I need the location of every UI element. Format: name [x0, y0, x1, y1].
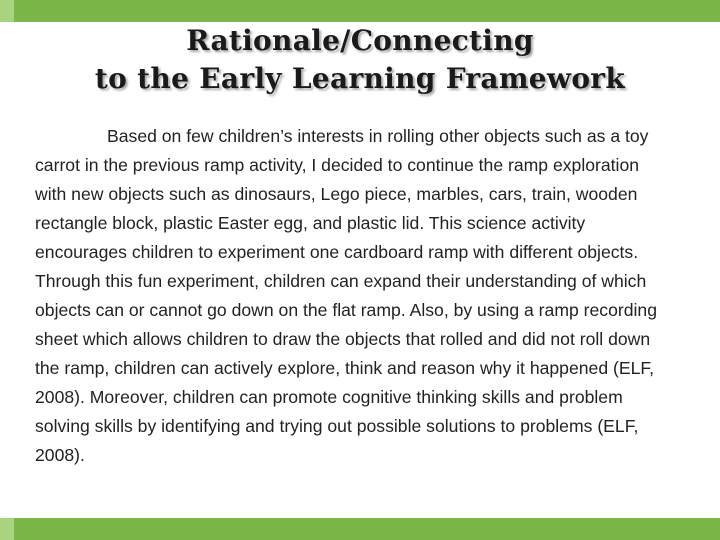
body-paragraph: Based on few children’s interests in rolling other objects such as a toy carrot in the previous ramp activity, I decided to continue the ramp exploration with new objects such as dinosaurs, Lego piece, marbles, cars, train, wooden rectangle block, plastic Easter egg, and plastic lid. This science activity encourages children to experiment one cardboard ramp with different objects. Through this fun experiment, children can expand their understanding of which objects can or cannot go down on the flat ramp. Also, by using a ramp recording sheet which allows children to draw the objects that rolled and did not roll down the ramp, children can actively explore, think and reason why it happened (ELF, 2008). Moreover, children can promote cognitive thinking skills and problem solving skills by identifying and trying out possible solutions to problems (ELF, 2008). [35, 126, 658, 465]
top-bar-accent [0, 0, 14, 22]
bottom-bar-accent [0, 518, 14, 540]
title-line-1: Rationale/Connecting [186, 24, 534, 57]
bottom-decorative-bar [0, 518, 720, 540]
top-decorative-bar [0, 0, 720, 22]
title-line-2: to the Early Learning Framework [94, 62, 626, 95]
slide-title [0, 22, 720, 98]
